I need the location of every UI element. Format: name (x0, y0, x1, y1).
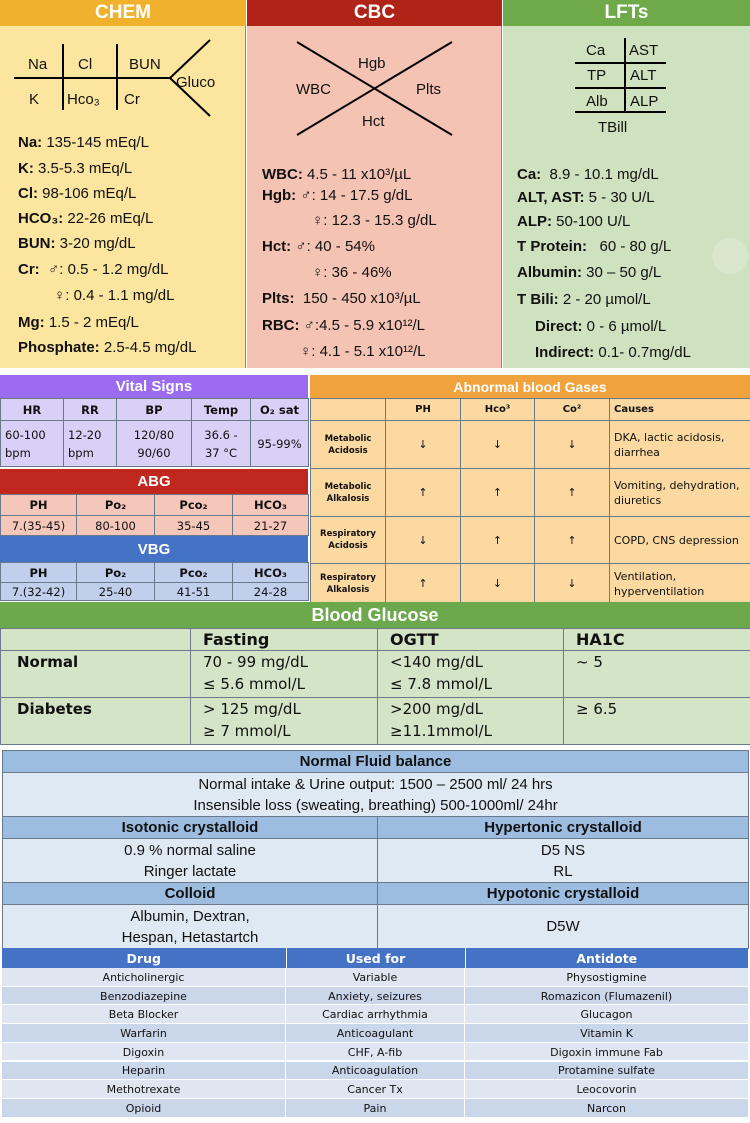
lft-line-value: 2 - 20 µmol/L (558, 291, 651, 308)
vbg-ph-value: 7.(32-42) (1, 583, 77, 601)
antidote-antidote: Vitamin K (580, 1026, 633, 1040)
vital-col-temp: Temp (192, 399, 251, 421)
abg-header (0, 469, 308, 494)
lft-line-direct (535, 317, 666, 337)
gases-header-row (311, 399, 750, 421)
glucose-row-ogtt (378, 698, 564, 745)
glucose-row-diabetes (1, 698, 750, 745)
chem-line-k (18, 159, 132, 179)
vital-temp-line: 36.6 - (204, 427, 238, 442)
lft-line-label: T Protein: (517, 238, 587, 255)
glucose-title: Blood Glucose (311, 604, 439, 625)
antidote-used-for: Cardiac arrhythmia (286, 1005, 465, 1024)
glucose-value-line: <140 mg/dL (390, 653, 484, 671)
antidote-drug: Methotrexate (2, 1080, 286, 1099)
cbc-line-value: 150 - 450 x10³/µL (294, 290, 421, 307)
abg-col-pco2: Pco₂ (155, 495, 233, 516)
gases-row-ph: ↑ (386, 469, 461, 517)
antidote-used-for: Pain (286, 1099, 465, 1118)
gases-col-blank (311, 399, 386, 421)
glucose-row-ogtt (378, 651, 564, 698)
fluid-description (3, 773, 749, 817)
chem-line-cl (18, 184, 136, 204)
gases-row-name-line: Alkalosis (326, 584, 370, 595)
gases-col-ph: PH (386, 399, 461, 421)
vbg-header (0, 536, 308, 562)
gases-row-co: ↑ (535, 517, 610, 564)
fluid-item: D5 NS (540, 841, 586, 859)
vbg-header-row (1, 563, 309, 583)
gases-row-name (311, 564, 386, 604)
lft-grid-diagram (503, 30, 750, 125)
chem-header (0, 0, 246, 26)
gases-row-name-line: Metabolic (324, 481, 372, 492)
lft-line-value: 0 - 6 µmol/L (582, 318, 667, 335)
cbc-cross-diagram (247, 30, 502, 150)
lft-diagram-alb: Alb (586, 93, 608, 110)
lft-line-indirect (535, 343, 691, 363)
antidote-used-for: Anxiety, seizures (286, 987, 465, 1006)
chem-line-label: BUN: (18, 235, 56, 252)
glucose-col-ogtt: OGTT (378, 629, 564, 651)
gases-row-name-line: Alkalosis (326, 493, 370, 504)
fluid-crystalloid-row (3, 839, 749, 883)
glucose-row-name: Diabetes (1, 698, 191, 745)
antidote-drug: Beta Blocker (2, 1005, 286, 1024)
chem-line-label: Cl: (18, 185, 38, 202)
gases-row-metabolic-alkalosis (311, 469, 750, 517)
gases-title: Abnormal blood Gases (453, 378, 607, 395)
fluid-description-row (3, 773, 749, 817)
antidote-drug: Benzodiazepine (2, 987, 286, 1006)
glucose-row-name: Normal (1, 651, 191, 698)
chem-line-value: 98-106 mEq/L (38, 185, 137, 202)
cbc-line-label: WBC: (262, 166, 303, 183)
fluid-description-line: Normal intake & Urine output: 1500 – 2500 ml/ 24 hrs (198, 775, 553, 793)
gases-row-causes (610, 421, 750, 469)
chem-line-value: 2.5-4.5 mg/dL (99, 339, 197, 356)
fluid-item: Albumin, Dextran, (130, 907, 250, 925)
chem-diagram-cl: Cl (78, 56, 93, 73)
glucose-col-fasting: Fasting (191, 629, 378, 651)
chem-diagram-gluco: Gluco (176, 74, 216, 91)
antidote-drug: Heparin (2, 1062, 286, 1081)
chem-line-label: Phosphate: (18, 339, 100, 356)
chem-line-hco3 (18, 209, 153, 229)
gases-col-co: Co² (535, 399, 610, 421)
glucose-row-fasting (191, 698, 378, 745)
antidote-col-antidote: Antidote (576, 950, 638, 966)
cbc-header (247, 0, 502, 26)
fluid-item: 0.9 % normal saline (124, 841, 256, 859)
glucose-header-row (1, 629, 750, 651)
vital-bp-value (117, 421, 192, 467)
vbg-col-pco2: Pco₂ (155, 563, 233, 583)
gases-row-name (311, 421, 386, 469)
cbc-line-hgb-female (312, 211, 437, 231)
antidote-drug: Digoxin (2, 1043, 286, 1062)
chem-line-label: Na: (18, 134, 43, 151)
antidote-antidote: Digoxin immune Fab (550, 1045, 663, 1059)
chem-line-value: ♀: 0.4 - 1.1 mg/dL (54, 287, 175, 304)
lft-line-value: 30 – 50 g/L (582, 264, 662, 281)
gases-cause-line: diuretics (614, 493, 662, 507)
antidote-antidote: Romazicon (Flumazenil) (540, 989, 673, 1003)
abg-hco3-value: 21-27 (233, 516, 309, 536)
abg-ph-value: 7.(35-45) (1, 516, 77, 536)
cbc-line-rbc-female (300, 342, 425, 362)
fluid-item: RL (553, 862, 573, 880)
glucose-row-ha1c: ≥ 6.5 (564, 698, 750, 745)
abg-table (0, 494, 309, 536)
fluid-hypertonic-title: Hypertonic crystalloid (378, 817, 749, 839)
chem-line-label: HCO₃: (18, 210, 64, 227)
fluid-description-line: Insensible loss (sweating, breathing) 500-1000ml/ 24hr (193, 796, 558, 814)
fluid-header-row (3, 751, 749, 773)
chem-line-bun (18, 234, 136, 254)
chem-line-value: 22-26 mEq/L (63, 210, 154, 227)
lft-diagram-alp: ALP (630, 93, 659, 110)
lft-line-value: 60 - 80 g/L (587, 238, 672, 255)
lft-diagram-tp: TP (587, 67, 607, 84)
antidote-antidote: Glucagon (580, 1008, 633, 1022)
gases-row-hco: ↓ (461, 421, 535, 469)
fluid-item: Ringer lactate (143, 862, 237, 880)
fluid-hypertonic-items (378, 839, 749, 883)
antidote-header-row (2, 948, 748, 968)
gases-row-co: ↓ (535, 564, 610, 604)
lft-line-label: Albumin: (517, 264, 582, 281)
fluid-crystalloid-header-row (3, 817, 749, 839)
antidote-antidote: Narcon (587, 1101, 626, 1115)
gases-row-name-line: Respiratory (320, 529, 376, 539)
vbg-value-row (1, 583, 309, 601)
fluid-isotonic-title: Isotonic crystalloid (3, 817, 378, 839)
vital-bp-line: 120/80 (133, 427, 175, 442)
vital-col-hr: HR (1, 399, 64, 421)
glucose-row-ha1c: ~ 5 (564, 651, 750, 698)
gases-header (310, 375, 750, 398)
cbc-title: CBC (353, 2, 396, 23)
cbc-line-value: 4.5 - 11 x10³/µL (302, 166, 412, 183)
cbc-line-label: RBC: (262, 317, 300, 334)
abg-col-ph: PH (1, 495, 77, 516)
vital-title: Vital Signs (115, 378, 193, 395)
vital-header (0, 375, 308, 398)
chem-line-cr-male (18, 260, 168, 280)
gases-row-causes (610, 517, 750, 564)
antidote-col-used-for: Used for (286, 948, 465, 968)
cbc-line-hgb-male (262, 186, 412, 206)
vital-table (0, 398, 309, 467)
lft-line-alt-ast (517, 188, 655, 208)
antidote-used-for: CHF, A-fib (286, 1043, 465, 1062)
antidote-used-for: Anticoagulation (286, 1062, 465, 1081)
lft-line-value: 50-100 U/L (552, 213, 631, 230)
vital-rr-line: 12-20 (68, 427, 102, 442)
lft-line-label: Ca: (517, 166, 542, 183)
chem-diagram-cr: Cr (124, 91, 140, 108)
fluid-table (2, 750, 749, 949)
gases-row-causes (610, 564, 750, 604)
fluid-colloid-items (3, 905, 378, 949)
gases-col-causes: Causes (610, 399, 750, 421)
gases-cause-line: hyperventilation (614, 584, 705, 598)
gases-row-co: ↓ (535, 421, 610, 469)
chem-line-value: 135-145 mEq/L (42, 134, 149, 151)
lft-line-ca (517, 165, 659, 185)
gases-table (310, 398, 750, 604)
vital-temp-unit: 37 °C (204, 445, 238, 460)
gases-row-causes (610, 469, 750, 517)
antidote-used-for: Cancer Tx (286, 1080, 465, 1099)
glucose-value-line: 70 - 99 mg/dL (203, 653, 308, 671)
chem-diagram-bun: BUN (129, 56, 161, 73)
vital-rr-unit: bpm (68, 445, 94, 460)
fluid-title: Normal Fluid balance (3, 751, 749, 773)
cbc-line-hct-male (262, 237, 375, 257)
fluid-colloid-title: Colloid (3, 883, 378, 905)
cbc-line-value: ♂: 14 - 17.5 g/dL (296, 187, 413, 204)
chem-line-label: Mg: (18, 314, 45, 331)
fluid-hypotonic-title: Hypotonic crystalloid (378, 883, 749, 905)
cbc-line-label: Hgb: (262, 187, 297, 204)
cbc-line-value: ♀: 4.1 - 5.1 x10¹²/L (300, 343, 426, 360)
lft-title: LFTs (604, 2, 649, 23)
vbg-po2-value: 25-40 (77, 583, 155, 601)
antidote-drug: Warfarin (2, 1024, 286, 1043)
cbc-diagram-hgb: Hgb (358, 55, 386, 72)
glucose-value-line: ≥11.1mmol/L (390, 722, 492, 740)
gases-cause-line: Vomiting, dehydration, (614, 478, 740, 492)
fluid-colloid-row (3, 905, 749, 949)
gases-row-name-line: Respiratory (320, 572, 376, 583)
lft-header (503, 0, 750, 26)
antidote-used-for: Anticoagulant (286, 1024, 465, 1043)
lft-line-label: T Bili: (517, 291, 559, 308)
vital-o2sat-value: 95-99% (251, 421, 309, 467)
lft-line-label: Indirect: (535, 344, 595, 361)
lft-diagram-alt: ALT (630, 67, 657, 84)
vbg-pco2-value: 41-51 (155, 583, 233, 601)
gases-row-name (311, 517, 386, 564)
glucose-table (0, 628, 750, 745)
cbc-line-value: ♀: 12.3 - 15.3 g/dL (312, 212, 437, 229)
gases-col-hco: Hco³ (461, 399, 535, 421)
antidote-antidote: Protamine sulfate (558, 1064, 655, 1078)
gases-row-hco: ↑ (461, 517, 535, 564)
lft-diagram-tbill: TBill (598, 119, 628, 136)
gases-row-co: ↑ (535, 469, 610, 517)
vbg-col-po2: Po₂ (77, 563, 155, 583)
gases-cause-line: diarrhea (614, 445, 660, 459)
vital-col-o2sat: O₂ sat (251, 399, 309, 421)
cbc-line-value: ♀: 36 - 46% (312, 264, 392, 281)
gases-row-name-line: Metabolic (324, 433, 372, 444)
cbc-line-rbc-male (262, 316, 425, 336)
fluid-isotonic-items (3, 839, 378, 883)
gases-row-name-line: Acidosis (328, 445, 368, 456)
vbg-table (0, 562, 309, 601)
abg-pco2-value: 35-45 (155, 516, 233, 536)
vital-temp-value (192, 421, 251, 467)
chem-line-value: 3.5-5.3 mEq/L (33, 160, 133, 177)
antidote-antidote: Leocovorin (576, 1083, 637, 1097)
cbc-line-value: ♂: 40 - 54% (291, 238, 375, 255)
antidote-table (2, 948, 748, 968)
chem-line-label: Cr: (18, 261, 40, 278)
gases-row-ph: ↓ (386, 421, 461, 469)
lft-line-albumin (517, 263, 661, 283)
abg-value-row (1, 516, 309, 536)
gases-row-ph: ↓ (386, 517, 461, 564)
lft-diagram-ca: Ca (586, 42, 606, 59)
vbg-col-ph: PH (1, 563, 77, 583)
cbc-diagram-plts: Plts (416, 81, 442, 98)
glucose-value-line: ≤ 5.6 mmol/L (203, 675, 305, 693)
fluid-item: Hespan, Hetastartch (121, 928, 259, 946)
gases-row-hco: ↓ (461, 564, 535, 604)
cbc-line-label: Plts: (262, 290, 295, 307)
scroll-handle[interactable] (712, 238, 748, 274)
chem-line-na (18, 133, 149, 153)
gases-row-respiratory-alkalosis (311, 564, 750, 604)
abg-col-hco3: HCO₃ (233, 495, 309, 516)
glucose-header (0, 602, 750, 628)
lft-line-label: ALT, AST: (517, 189, 585, 206)
lft-line-tprotein (517, 237, 671, 257)
vbg-title: VBG (137, 540, 171, 558)
glucose-row-normal (1, 651, 750, 698)
chem-diagram-hco3: Hco₃ (67, 91, 100, 108)
chem-line-mg (18, 313, 139, 333)
cbc-line-label: Hct: (262, 238, 292, 255)
vital-bp-unit: 90/60 (137, 445, 171, 460)
chem-diagram-k: K (29, 91, 40, 108)
gases-row-metabolic-acidosis (311, 421, 750, 469)
lft-line-value: 8.9 - 10.1 mg/dL (541, 166, 659, 183)
vital-col-bp: BP (117, 399, 192, 421)
lft-diagram-ast: AST (629, 42, 659, 59)
gases-row-ph: ↑ (386, 564, 461, 604)
abg-col-po2: Po₂ (77, 495, 155, 516)
antidote-antidote: Physostigmine (566, 970, 647, 984)
glucose-value-line: ≥ 7 mmol/L (203, 722, 291, 740)
glucose-row-fasting (191, 651, 378, 698)
glucose-col-ha1c: HA1C (564, 629, 750, 651)
antidote-drug: Anticholinergic (2, 968, 286, 987)
chem-line-value: 3-20 mg/dL (55, 235, 136, 252)
chem-diagram-na: Na (28, 56, 48, 73)
lft-line-alp (517, 212, 630, 232)
vital-col-rr: RR (64, 399, 117, 421)
antidote-used-for: Variable (286, 968, 465, 987)
vital-hr-value (1, 421, 64, 467)
lft-line-value: 5 - 30 U/L (584, 189, 655, 206)
glucose-value-line: > 125 mg/dL (203, 700, 301, 718)
gases-row-name-line: Acidosis (328, 541, 368, 551)
lft-line-label: Direct: (535, 318, 583, 335)
section-divider (0, 368, 750, 375)
chem-line-value: ♂: 0.5 - 1.2 mg/dL (39, 261, 169, 278)
glucose-value-line: ≤ 7.8 mmol/L (390, 675, 492, 693)
gases-cause-line: Ventilation, (614, 569, 677, 583)
vital-value-row (1, 421, 309, 467)
fluid-hypotonic-items: D5W (378, 905, 749, 949)
vital-header-row (1, 399, 309, 421)
antidote-col-drug: Drug (2, 948, 286, 968)
chem-line-label: K: (18, 160, 34, 177)
chem-line-cr-female (54, 286, 174, 306)
gases-row-hco: ↑ (461, 469, 535, 517)
vital-rr-value (64, 421, 117, 467)
abg-header-row (1, 495, 309, 516)
chem-title: CHEM (95, 2, 151, 23)
vbg-hco3-value: 24-28 (233, 583, 309, 601)
antidote-drug: Opioid (2, 1099, 286, 1118)
abg-title: ABG (137, 473, 171, 490)
gases-row-respiratory-acidosis (311, 517, 750, 564)
fluid-colloid-header-row (3, 883, 749, 905)
gases-row-name (311, 469, 386, 517)
abg-po2-value: 80-100 (77, 516, 155, 536)
chem-line-phosphate (18, 338, 196, 358)
gases-cause-line: DKA, lactic acidosis, (614, 430, 725, 444)
cbc-line-value: ♂:4.5 - 5.9 x10¹²/L (299, 317, 425, 334)
lft-line-label: ALP: (517, 213, 552, 230)
vital-hr-unit: bpm (5, 445, 31, 460)
glucose-col-blank (1, 629, 191, 651)
cbc-line-wbc (262, 165, 411, 185)
vbg-col-hco3: HCO₃ (233, 563, 309, 583)
gases-cause-line: COPD, CNS depression (614, 533, 739, 547)
cbc-line-plts (262, 289, 421, 309)
cbc-diagram-hct: Hct (362, 113, 385, 130)
lft-line-tbili (517, 290, 651, 310)
cbc-diagram-wbc: WBC (296, 81, 331, 98)
chem-line-value: 1.5 - 2 mEq/L (44, 314, 139, 331)
cbc-line-hct-female (312, 263, 392, 283)
lft-line-value: 0.1- 0.7mg/dL (594, 344, 691, 361)
glucose-value-line: >200 mg/dL (390, 700, 484, 718)
vital-hr-line: 60-100 (5, 427, 46, 442)
